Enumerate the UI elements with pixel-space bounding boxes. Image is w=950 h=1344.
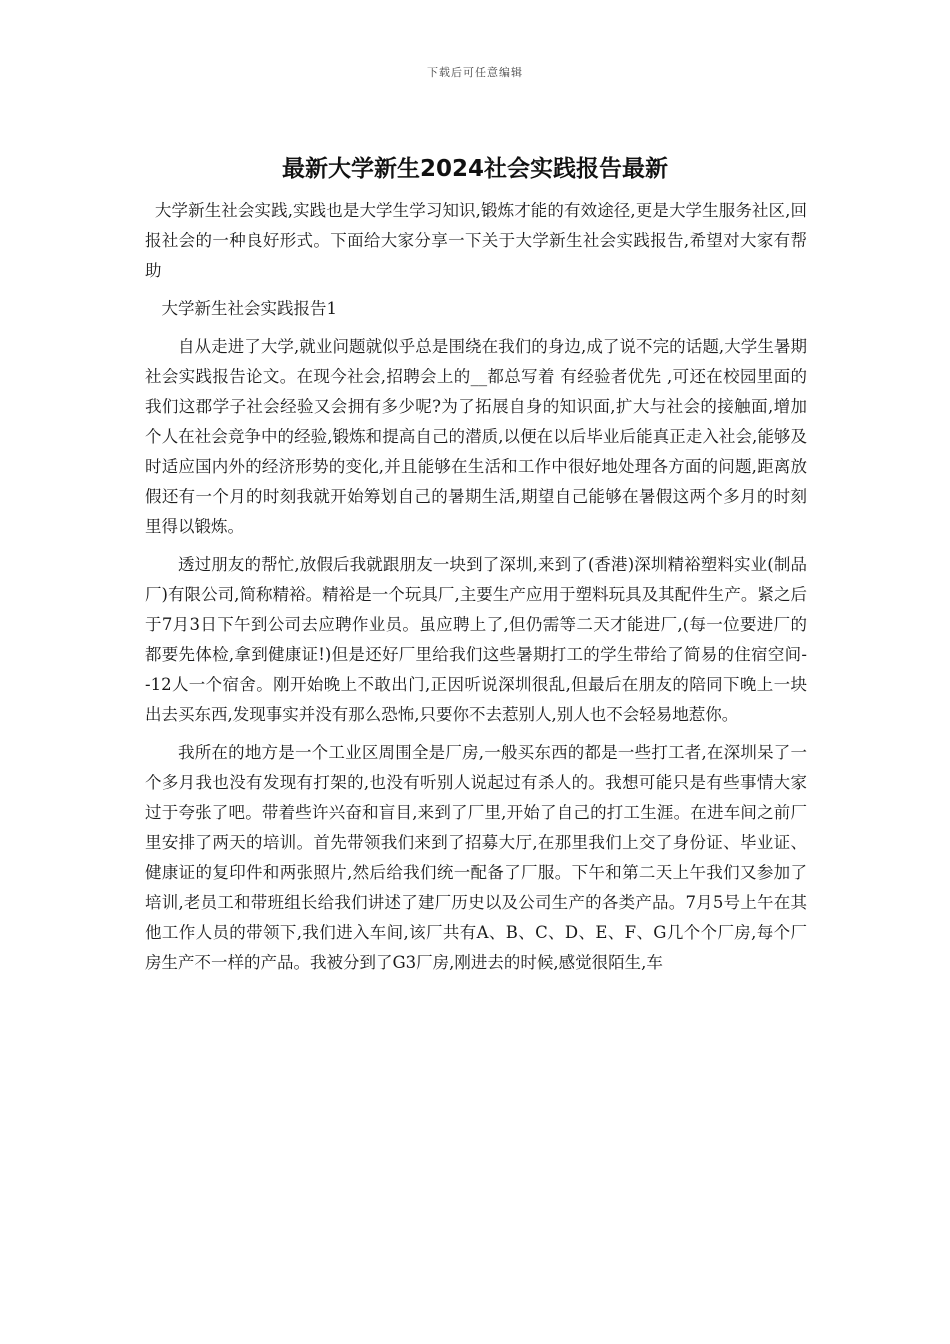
- document-title: 最新大学新生2024社会实践报告最新: [281, 156, 668, 182]
- intro-paragraph: 大学新生社会实践,实践也是大学生学习知识,锻炼才能的有效途径,更是大学生服务社区,回报社会的一种良好形式。下面给大家分享一下关于大学新生社会实践报告,希望对大家有帮助: [145, 201, 807, 280]
- header-note: 下载后可任意编辑: [427, 66, 523, 79]
- document-body: [145, 196, 807, 986]
- body-paragraph: 透过朋友的帮忙,放假后我就跟朋友一块到了深圳,来到了(香港)深圳精裕塑料实业(制品厂)有限公司,简称精裕。精裕是一个玩具厂,主要生产应用于塑料玩具及其配件生产。紧之后于7月3日下午到公司去应聘作业员。虽应聘上了,但仍需等二天才能进厂,(每一位要进厂的都要先体检,拿到健康证!)但是还好厂里给我们这些暑期打工的学生带给了简易的住宿空间--12人一个宿舍。刚开始晚上不敢出门,正因听说深圳很乱,但最后在朋友的陪同下晚上一块出去买东西,发现事实并没有那么恐怖,只要你不去惹别人,别人也不会轻易地惹你。: [145, 555, 807, 724]
- body-paragraph: 自从走进了大学,就业问题就似乎总是围绕在我们的身边,成了说不完的话题,大学生暑期社会实践报告论文。在现今社会,招聘会上的__都总写着 有经验者优先 ,可还在校园里面的我们这郡学子社会经验又会拥有多少呢?为了拓展自身的知识面,扩大与社会的接触面,增加个人在社会竞争中的经验,锻炼和提高自己的潜质,以便在以后毕业后能真正走入社会,能够及时适应国内外的经济形势的变化,并且能够在生活和工作中很好地处理各方面的问题,距离放假还有一个月的时刻我就开始筹划自己的暑期生活,期望自己能够在暑假这两个多月的时刻里得以锻炼。: [145, 337, 807, 536]
- section-heading: 大学新生社会实践报告1: [161, 299, 337, 318]
- body-paragraph: 我所在的地方是一个工业区周围全是厂房,一般买东西的都是一些打工者,在深圳呆了一个多月我也没有发现有打架的,也没有听别人说起过有杀人的。我想可能只是有些事情大家过于夸张了吧。带着些许兴奋和盲目,来到了厂里,开始了自己的打工生涯。在进车间之前厂里安排了两天的培训。首先带领我们来到了招募大厅,在那里我们上交了身份证、毕业证、健康证的复印件和两张照片,然后给我们统一配备了厂服。下午和第二天上午我们又参加了培训,老员工和带班组长给我们讲述了建厂历史以及公司生产的各类产品。7月5号上午在其他工作人员的带领下,我们进入车间,该厂共有A、B、C、D、E、F、G几个个厂房,每个厂房生产不一样的产品。我被分到了G3厂房,刚进去的时候,感觉很陌生,车: [145, 743, 807, 972]
